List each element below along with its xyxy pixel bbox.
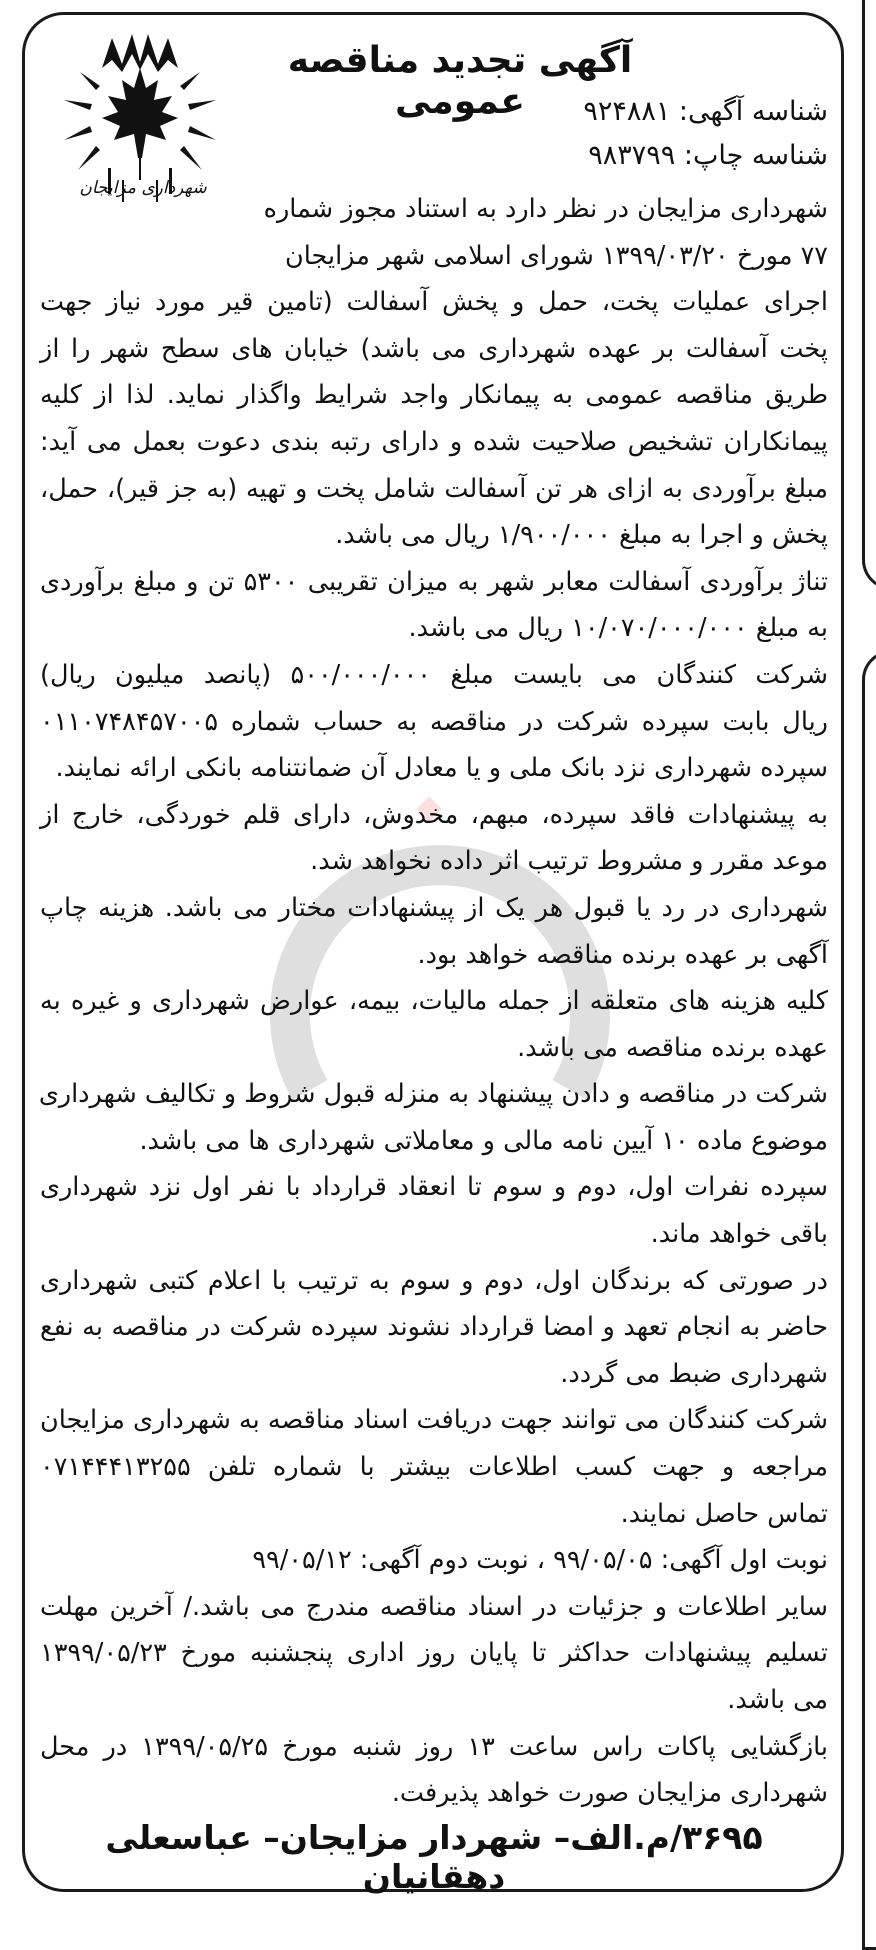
- notice-paragraph: [40, 1537, 828, 1584]
- notice-paragraph: [40, 652, 828, 792]
- text-line: شرکت کنندگان می توانند جهت دریافت اسناد مناقصه به شهرداری مزایجان: [40, 1405, 828, 1436]
- adjacent-column-border: [862, 0, 876, 590]
- notice-paragraph: [40, 1164, 828, 1257]
- text-line: شهرداری ضبط می گردد.: [560, 1358, 828, 1389]
- notice-paragraph: [40, 1724, 828, 1817]
- text-line: موعد مقرر و مشروط ترتیب اثر داده نخواهد شد.: [310, 846, 828, 877]
- text-line: تناژ برآوردی آسفالت معابر شهر به میزان تقریبی ۵۳۰۰ تن و مبلغ برآوردی: [40, 566, 828, 597]
- ad-id: شناسه آگهی: ۹۲۴۸۸۱: [583, 96, 828, 127]
- text-line: شهرداری مزایجان صورت خواهد پذیرفت.: [391, 1778, 828, 1809]
- text-line: به پیشنهادات فاقد سپرده، مبهم، مخدوش، دارای قلم خوردگی، خارج از: [40, 799, 828, 830]
- text-line: عهده برنده مناقصه می باشد.: [517, 1032, 828, 1063]
- text-line: تماس حاصل نمایند.: [620, 1498, 828, 1529]
- text-line: به مبلغ ۱۰/۰۷۰/۰۰۰/۰۰۰ ریال می باشد.: [408, 613, 828, 644]
- text-line: ریال بابت سپرده شرکت در مناقصه به حساب شماره ۰۱۱۰۷۴۸۴۵۷۰۰۵: [40, 706, 828, 737]
- text-line: سپرده شهرداری نزد بانک ملی و یا معادل آن ضمانتنامه بانکی ارائه نمایند.: [55, 753, 828, 784]
- notice-paragraph: [40, 885, 828, 978]
- notice-title: آگهی تجدید مناقصه عمومی: [287, 40, 633, 122]
- text-line: اجرای عملیات پخت، حمل و پخش آسفالت (تامین قیر مورد نیاز جهت: [40, 287, 828, 318]
- text-line: شهرداری در رد یا قبول هر یک از پیشنهادات مختار می باشد. هزینه چاپ: [40, 892, 828, 923]
- notice-paragraph: [40, 186, 828, 559]
- notice-paragraph: [40, 559, 828, 652]
- text-line: باقی خواهد ماند.: [650, 1219, 828, 1250]
- text-line: شهرداری مزایجان در نظر دارد به استناد مجوز شماره: [263, 194, 828, 224]
- text-line: مبلغ برآوردی به ازای هر تن آسفالت شامل پخت و تهیه (به جز قیر)، حمل،: [40, 473, 828, 504]
- text-line: تسلیم پیشنهادات حداکثر تا پایان روز اداری پنجشنبه مورخ ۱۳۹۹/۰۵/۲۳: [40, 1638, 828, 1669]
- text-line: مراجعه و جهت کسب اطلاعات بیشتر با شماره تلفن ۰۷۱۴۴۴۱۳۲۵۵: [40, 1452, 828, 1483]
- notice-paragraph: [40, 1584, 828, 1724]
- notice-paragraph: [40, 1258, 828, 1398]
- text-line: پخش و اجرا به مبلغ ۱/۹۰۰/۰۰۰ ریال می باشد.: [335, 520, 828, 551]
- text-line: طریق مناقصه عمومی به پیمانکار واجد شرایط واگذار نماید. لذا از کلیه: [40, 380, 828, 411]
- text-line: آگهی بر عهده برنده مناقصه خواهد بود.: [417, 939, 828, 970]
- text-line: می باشد.: [727, 1685, 828, 1715]
- text-line: سپرده نفرات اول، دوم و سوم تا انعقاد قرارداد با نفر اول نزد شهرداری: [40, 1172, 828, 1203]
- text-line: پخت آسفالت بر عهده شهرداری می باشد) خیابان های سطح شهر را از: [40, 333, 828, 364]
- notice-body: [40, 186, 828, 1817]
- text-line: موضوع ماده ۱۰ آیین نامه مالی و معاملاتی شهرداری ها می باشد.: [139, 1125, 828, 1156]
- adjacent-column-border: [862, 650, 876, 1950]
- logo-caption: شهرداری مزایجان: [79, 178, 207, 198]
- notice-paragraph: [40, 1071, 828, 1164]
- text-line: کلیه هزینه های متعلقه از جمله مالیات، بیمه، عوارض شهرداری و غیره به: [40, 986, 828, 1017]
- notice-paragraph: [40, 978, 828, 1071]
- notice-signature: ۳۶۹۵/م.الف– شهردار مزایجان– عباسعلی دهقانیان: [105, 1818, 763, 1896]
- text-line: بازگشایی پاکات راس ساعت ۱۳ روز شنبه مورخ ۱۳۹۹/۰۵/۲۵ در محل: [40, 1731, 829, 1762]
- notice-paragraph: [40, 792, 828, 885]
- text-line: شرکت کنندگان می بایست مبلغ ۵۰۰/۰۰۰/۰۰۰ (پانصد میلیون ریال): [40, 659, 828, 690]
- text-line: نوبت اول آگهی: ۹۹/۰۵/۰۵ ، نوبت دوم آگهی: ۹۹/۰۵/۱۲: [252, 1545, 828, 1576]
- text-line: سایر اطلاعات و جزئیات در اسناد مناقصه مندرج می باشد./ آخرین مهلت: [40, 1591, 828, 1622]
- print-id: شناسه چاپ: ۹۸۳۷۹۹: [588, 140, 828, 171]
- text-line: حاضر به انجام تعهد و امضا قرارداد نشوند سپرده شرکت در مناقصه به نفع: [40, 1312, 828, 1343]
- text-line: ۷۷ مورخ ۱۳۹۹/۰۳/۲۰ شورای اسلامی شهر مزایجان: [285, 240, 828, 271]
- text-line: شرکت در مناقصه و دادن پیشنهاد به منزله قبول شروط و تکالیف شهرداری: [38, 1079, 828, 1110]
- text-line: در صورتی که برندگان اول، دوم و سوم به ترتیب با اعلام کتبی شهرداری: [40, 1265, 828, 1296]
- text-line: پیمانکاران تشخیص صلاحیت شده و دارای رتبه بندی دعوت بعمل می آید:: [40, 426, 828, 457]
- notice-paragraph: [40, 1397, 828, 1537]
